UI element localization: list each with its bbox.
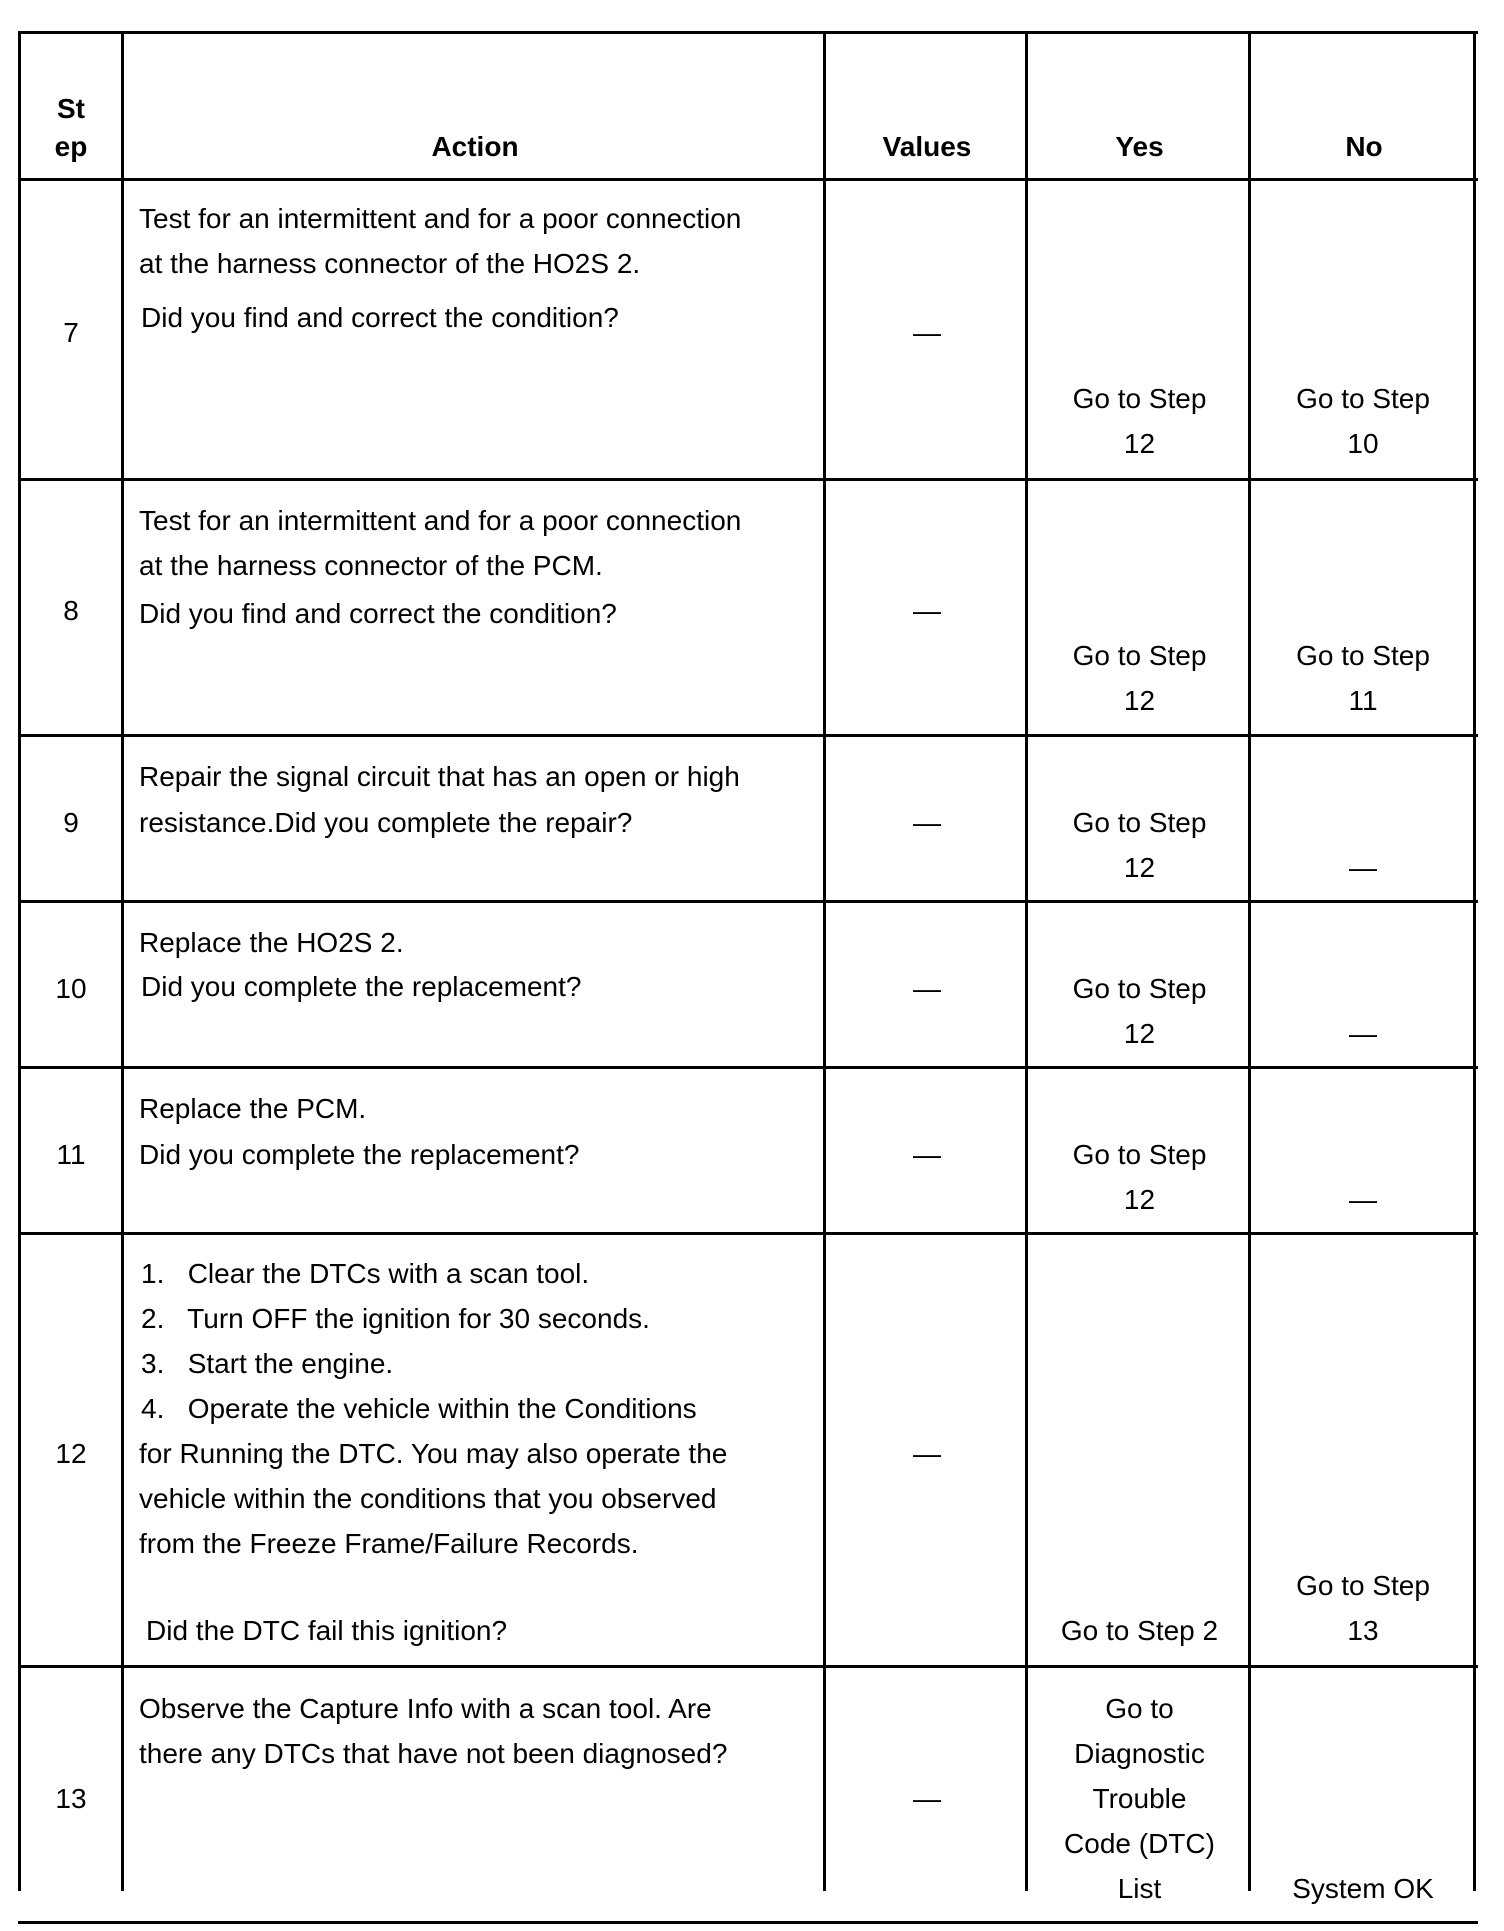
- action-line: 3. Start the engine.: [141, 1348, 394, 1379]
- action-line: Test for an intermittent and for a poor connection: [139, 505, 742, 536]
- yes-line: Diagnostic: [1074, 1738, 1205, 1769]
- no-line: Go to Step: [1296, 1570, 1430, 1601]
- step-number: 12: [55, 1438, 87, 1469]
- yes-line: 12: [1123, 852, 1156, 883]
- action-line: at the harness connector of the HO2S 2.: [139, 248, 641, 279]
- no-line: 13: [1347, 1615, 1379, 1646]
- step-number: 7: [63, 317, 79, 348]
- action-line: Test for an intermittent and for a poor connection: [139, 203, 742, 234]
- action-line: 2. Turn OFF the ignition for 30 seconds.: [141, 1303, 650, 1334]
- header-step-line1: St: [57, 93, 85, 124]
- yes-line: Go to Step: [1072, 1139, 1207, 1170]
- value-dash: —: [913, 1139, 941, 1170]
- grid-line: [18, 478, 1478, 481]
- header-no: No: [1345, 131, 1383, 162]
- grid-line: [18, 1665, 1478, 1668]
- action-line: from the Freeze Frame/Failure Records.: [139, 1528, 639, 1559]
- grid-line: [18, 900, 1478, 903]
- step-number: 9: [63, 807, 79, 838]
- action-line: Observe the Capture Info with a scan tool. Are: [139, 1693, 712, 1724]
- grid-line: [18, 734, 1478, 737]
- value-dash: —: [913, 595, 941, 626]
- action-line: at the harness connector of the PCM.: [139, 550, 603, 581]
- action-line: Did you find and correct the condition?: [139, 598, 617, 629]
- grid-line: [18, 1921, 1478, 1924]
- action-line: Did you complete the replacement?: [141, 971, 582, 1002]
- yes-line: Go to Step: [1072, 807, 1207, 838]
- yes-line: Go to Step: [1072, 640, 1207, 671]
- yes-line: Go to Step: [1072, 383, 1207, 414]
- no-dash: —: [1349, 852, 1377, 883]
- no-line: Go to Step: [1296, 383, 1430, 414]
- action-line: for Running the DTC. You may also operate the: [139, 1438, 728, 1469]
- action-line: Replace the PCM.: [139, 1093, 367, 1124]
- header-values: Values: [882, 131, 972, 162]
- step-number: 8: [63, 595, 79, 626]
- step-number: 11: [56, 1139, 86, 1170]
- action-line: Did the DTC fail this ignition?: [146, 1615, 508, 1646]
- no-line: 10: [1347, 428, 1379, 459]
- grid-line: [18, 1232, 1478, 1235]
- yes-line: Go to: [1105, 1693, 1174, 1724]
- action-line: Replace the HO2S 2.: [139, 927, 404, 958]
- no-dash: —: [1349, 1018, 1377, 1049]
- header-step-line2: ep: [54, 131, 88, 162]
- yes-line: Go to Step: [1072, 973, 1207, 1004]
- step-number: 13: [55, 1783, 87, 1814]
- yes-line: 12: [1123, 1184, 1156, 1215]
- value-dash: —: [913, 317, 941, 348]
- grid-line: [18, 1066, 1478, 1069]
- value-dash: —: [913, 973, 941, 1004]
- no-line: 11: [1348, 685, 1378, 716]
- grid-line: [18, 178, 1478, 181]
- header-yes: Yes: [1115, 131, 1164, 162]
- yes-line: Trouble: [1092, 1783, 1187, 1814]
- grid-line: [18, 31, 1478, 34]
- header-action: Action: [431, 131, 519, 162]
- action-line: 4. Operate the vehicle within the Conditions: [141, 1393, 697, 1424]
- yes-line: 12: [1123, 685, 1156, 716]
- step-number: 10: [55, 973, 87, 1004]
- action-line: vehicle within the conditions that you observed: [139, 1483, 717, 1514]
- action-line: resistance.Did you complete the repair?: [139, 807, 633, 838]
- yes-line: 12: [1123, 1018, 1156, 1049]
- action-line: Did you complete the replacement?: [139, 1139, 580, 1170]
- value-dash: —: [913, 1438, 941, 1469]
- action-line: Repair the signal circuit that has an open or high: [139, 761, 740, 792]
- yes-line: Code (DTC): [1064, 1828, 1215, 1859]
- action-line: Did you find and correct the condition?: [141, 302, 619, 333]
- yes-line: List: [1117, 1873, 1162, 1904]
- action-line: there any DTCs that have not been diagnosed?: [139, 1738, 728, 1769]
- yes-line: 12: [1123, 428, 1156, 459]
- value-dash: —: [913, 807, 941, 838]
- no-line: System OK: [1292, 1873, 1434, 1904]
- yes-line: Go to Step 2: [1060, 1615, 1219, 1646]
- no-dash: —: [1349, 1184, 1377, 1215]
- no-line: Go to Step: [1296, 640, 1430, 671]
- value-dash: —: [913, 1783, 941, 1814]
- action-line: 1. Clear the DTCs with a scan tool.: [141, 1258, 590, 1289]
